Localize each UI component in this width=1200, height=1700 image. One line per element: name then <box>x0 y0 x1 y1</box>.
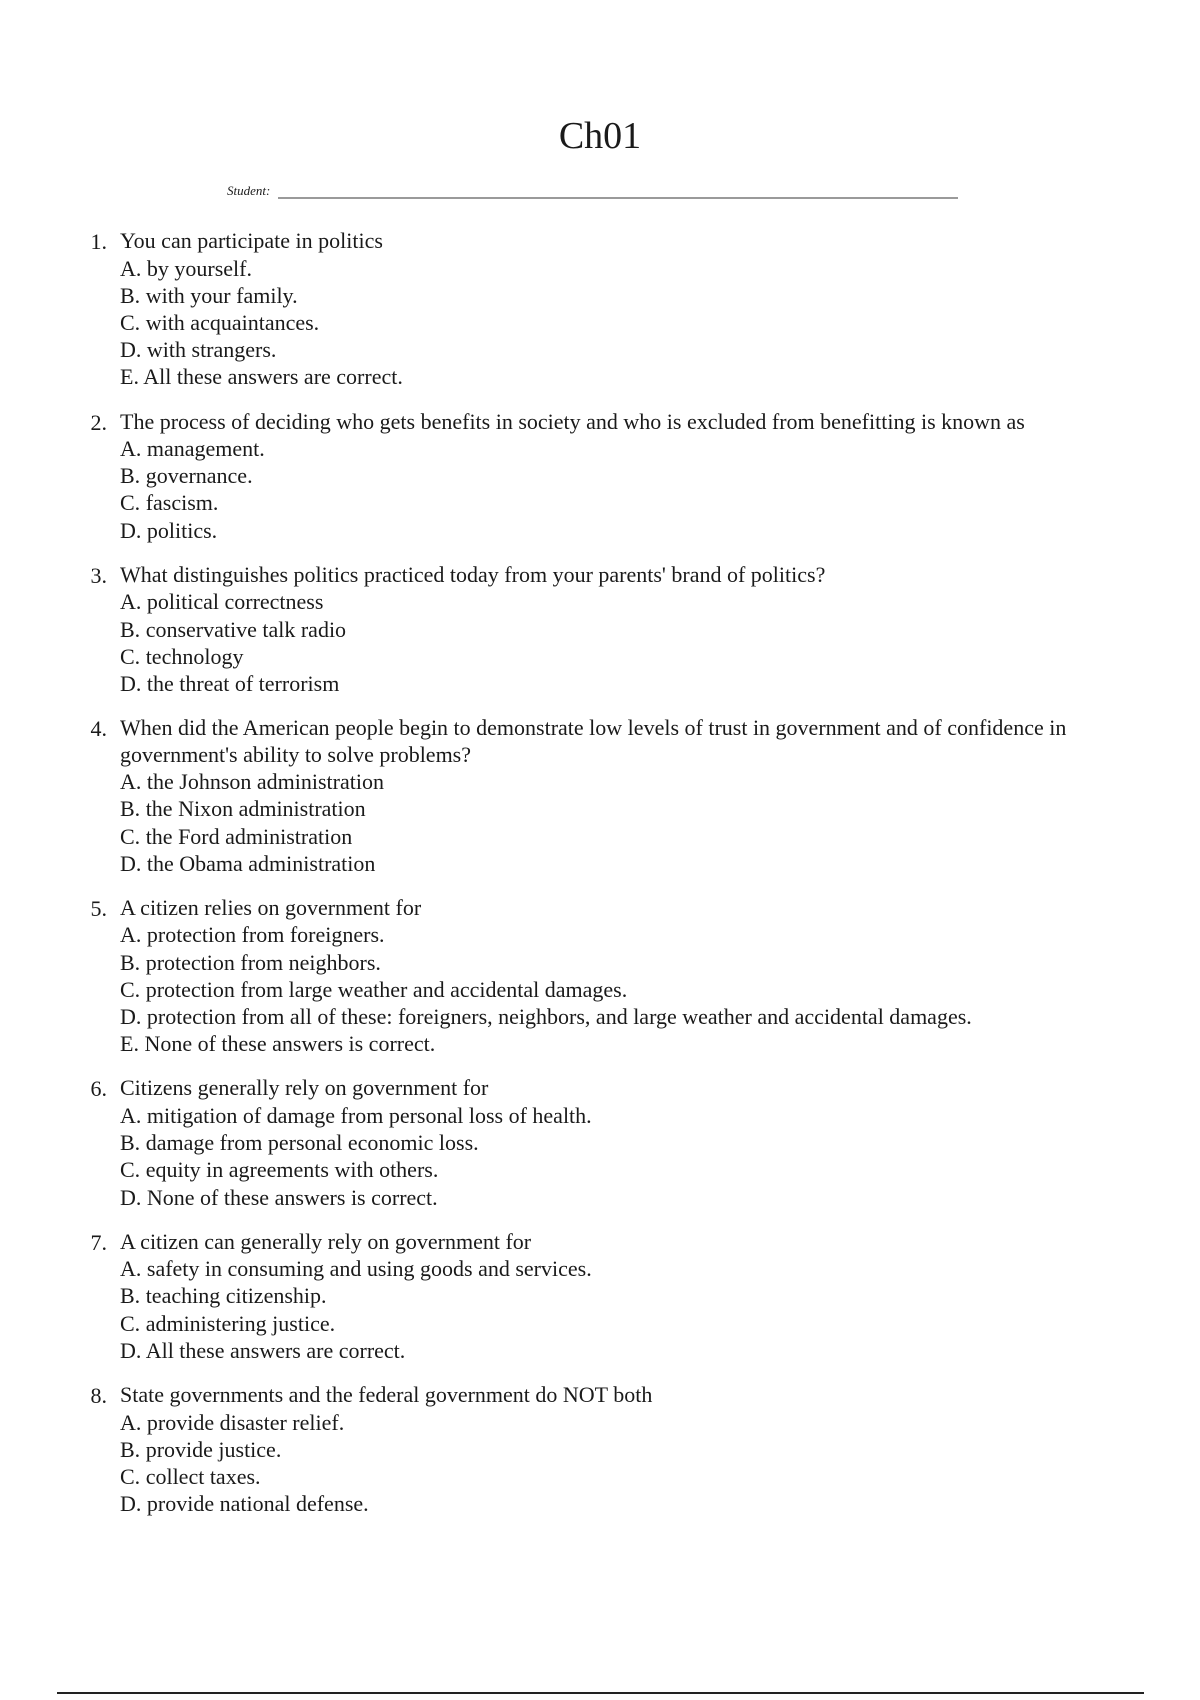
question-item <box>60 715 1150 877</box>
answer-choice[interactable] <box>120 1463 1160 1490</box>
question-number: 4. <box>90 716 107 742</box>
question-item <box>60 1382 1150 1517</box>
choice-text: politics. <box>146 517 218 543</box>
question-item <box>60 562 1150 697</box>
answer-choice[interactable] <box>120 1184 1160 1211</box>
choice-letter: C. <box>120 976 141 1002</box>
footer-rule <box>57 1692 1144 1694</box>
question-number: 3. <box>90 562 107 588</box>
answer-choices <box>120 255 1160 391</box>
choice-text: with strangers. <box>146 337 277 363</box>
student-label: Student: <box>227 183 271 198</box>
choice-letter: A. <box>120 436 142 462</box>
answer-choices <box>120 588 1160 697</box>
choice-text: mitigation of damage from personal loss of health. <box>146 1102 592 1128</box>
answer-choice[interactable] <box>120 616 1160 643</box>
choice-letter: A. <box>120 255 142 281</box>
answer-choice[interactable] <box>120 1156 1160 1183</box>
choice-text: conservative talk radio <box>145 616 347 642</box>
choice-letter: D. <box>120 517 142 543</box>
choice-text: None of these answers is correct. <box>144 1031 436 1057</box>
choice-text: fascism. <box>145 490 219 516</box>
answer-choice[interactable] <box>120 976 1160 1003</box>
question-number: 5. <box>90 895 107 921</box>
question-list <box>60 228 1150 1535</box>
answer-choices <box>120 768 1160 877</box>
choice-letter: D. <box>120 1004 142 1030</box>
choice-text: teaching citizenship. <box>145 1283 327 1309</box>
question-number: 7. <box>90 1229 107 1255</box>
answer-choice[interactable] <box>120 282 1160 309</box>
question-number: 1. <box>90 229 107 254</box>
answer-choices <box>120 1255 1160 1364</box>
question-body <box>120 1229 1160 1364</box>
choice-text: the Obama administration <box>146 850 376 876</box>
choice-letter: C. <box>120 1310 141 1336</box>
answer-choices <box>120 435 1160 544</box>
choice-letter: E. <box>120 1031 139 1057</box>
choice-letter: D. <box>120 1491 142 1517</box>
answer-choice[interactable] <box>120 309 1160 336</box>
question-spacer <box>107 409 120 544</box>
choice-letter: A. <box>120 922 142 948</box>
student-name-row <box>227 183 958 199</box>
choice-letter: A. <box>120 1102 142 1128</box>
question-stem: When did the American people begin to demonstrate low levels of trust in government and of confidence in government's ability to solve problems? <box>120 715 1067 767</box>
answer-choice[interactable] <box>120 949 1160 976</box>
answer-choices <box>120 921 1160 1057</box>
choice-letter: C. <box>120 643 141 669</box>
answer-choice[interactable] <box>120 768 1160 795</box>
choice-text: collect taxes. <box>145 1464 261 1489</box>
choice-text: the threat of terrorism <box>146 670 340 696</box>
question-stem: A citizen can generally rely on government for <box>120 1228 532 1254</box>
question-body <box>120 1382 1160 1517</box>
page-title: Ch01 <box>558 115 642 157</box>
question-spacer <box>107 715 120 877</box>
question-stem: Citizens generally rely on government for <box>120 1075 489 1101</box>
choice-letter: B. <box>120 616 141 642</box>
answer-choice[interactable] <box>120 1490 1160 1517</box>
choice-letter: B. <box>120 1283 141 1309</box>
choice-text: the Nixon administration <box>145 796 366 822</box>
choice-text: equity in agreements with others. <box>145 1157 439 1183</box>
answer-choice[interactable] <box>120 489 1160 516</box>
question-item <box>60 1229 1150 1364</box>
answer-choice[interactable] <box>120 643 1160 670</box>
question-item <box>60 895 1150 1058</box>
choice-text: damage from personal economic loss. <box>145 1130 479 1156</box>
question-body <box>120 228 1160 391</box>
question-body <box>120 409 1160 544</box>
answer-choice[interactable] <box>120 850 1160 877</box>
choice-letter: C. <box>120 309 141 335</box>
answer-choice[interactable] <box>120 1337 1160 1364</box>
question-body <box>120 1075 1160 1210</box>
choice-letter: B. <box>120 949 141 975</box>
choice-text: the Johnson administration <box>146 769 384 795</box>
answer-choice[interactable] <box>120 823 1160 850</box>
choice-letter: D. <box>120 670 142 696</box>
choice-text: governance. <box>145 463 253 489</box>
question-body <box>120 562 1160 697</box>
answer-choice[interactable] <box>120 795 1160 822</box>
choice-letter: B. <box>120 282 141 308</box>
answer-choice[interactable] <box>120 1436 1160 1463</box>
question-spacer <box>107 228 120 391</box>
choice-text: protection from neighbors. <box>145 949 381 975</box>
choice-text: protection from foreigners. <box>146 922 385 948</box>
question-spacer <box>107 1075 120 1210</box>
answer-choices <box>120 1409 1160 1518</box>
answer-choices <box>120 1102 1160 1211</box>
answer-choice[interactable] <box>120 1129 1160 1156</box>
question-spacer <box>107 1382 120 1517</box>
choice-text: None of these answers is correct. <box>146 1184 438 1210</box>
question-stem: The process of deciding who gets benefits in society and who is excluded from benefitting is known as <box>120 408 1025 434</box>
choice-text: with your family. <box>145 282 298 308</box>
question-stem: A citizen relies on government for <box>120 894 422 920</box>
answer-choice[interactable] <box>120 1409 1160 1436</box>
choice-letter: A. <box>120 769 142 795</box>
choice-letter: D. <box>120 1337 142 1363</box>
choice-letter: C. <box>120 490 141 516</box>
answer-choice[interactable] <box>120 1310 1160 1337</box>
choice-text: provide national defense. <box>146 1491 369 1517</box>
question-stem: You can participate in politics <box>120 228 383 253</box>
choice-letter: B. <box>120 1130 141 1156</box>
choice-text: provide disaster relief. <box>146 1409 345 1435</box>
choice-text: with acquaintances. <box>145 309 320 335</box>
choice-text: the Ford administration <box>145 823 353 849</box>
choice-letter: D. <box>120 337 142 363</box>
choice-text: safety in consuming and using goods and services. <box>146 1256 592 1282</box>
answer-choice[interactable] <box>120 1102 1160 1129</box>
question-number: 8. <box>90 1383 107 1409</box>
choice-letter: A. <box>120 1256 142 1282</box>
choice-letter: E. <box>120 364 139 390</box>
answer-choice[interactable] <box>120 1282 1160 1309</box>
answer-choice[interactable] <box>120 517 1160 544</box>
answer-choice[interactable] <box>120 255 1160 282</box>
choice-text: by yourself. <box>146 255 252 281</box>
question-body <box>120 715 1160 877</box>
choice-text: management. <box>146 436 265 462</box>
choice-text: protection from large weather and accidental damages. <box>145 976 628 1002</box>
question-item <box>60 409 1150 544</box>
choice-text: provide justice. <box>145 1436 282 1462</box>
choice-letter: C. <box>120 1464 141 1489</box>
choice-text: All these answers are correct. <box>145 1337 406 1363</box>
choice-text: All these answers are correct. <box>143 364 403 390</box>
question-stem: What distinguishes politics practiced today from your parents' brand of politics? <box>120 561 826 587</box>
choice-letter: B. <box>120 796 141 822</box>
choice-letter: B. <box>120 1436 141 1462</box>
choice-text: political correctness <box>146 589 324 615</box>
choice-letter: A. <box>120 589 142 615</box>
answer-choice[interactable] <box>120 670 1160 697</box>
answer-choice[interactable] <box>120 435 1160 462</box>
choice-letter: C. <box>120 823 141 849</box>
choice-letter: D. <box>120 850 142 876</box>
question-spacer <box>107 562 120 697</box>
student-name-line[interactable] <box>278 183 958 199</box>
question-number: 2. <box>90 409 107 435</box>
choice-letter: D. <box>120 1184 142 1210</box>
choice-letter: A. <box>120 1409 142 1435</box>
answer-choice[interactable] <box>120 1030 1160 1057</box>
question-number: 6. <box>90 1076 107 1102</box>
choice-text: technology <box>145 643 244 669</box>
answer-choice[interactable] <box>120 462 1160 489</box>
answer-choice[interactable] <box>120 588 1160 615</box>
question-stem: State governments and the federal government do NOT both <box>120 1382 653 1408</box>
choice-text: protection from all of these: foreigners, neighbors, and large weather and accidental damages. <box>146 1004 972 1030</box>
question-item <box>60 228 1150 391</box>
answer-choice[interactable] <box>120 336 1160 363</box>
answer-choice[interactable] <box>120 1255 1160 1282</box>
choice-text: administering justice. <box>145 1310 336 1336</box>
choice-letter: C. <box>120 1157 141 1183</box>
question-body <box>120 895 1160 1058</box>
choice-letter: B. <box>120 463 141 489</box>
answer-choice[interactable] <box>120 921 1160 948</box>
answer-choice[interactable] <box>120 363 1160 390</box>
question-item <box>60 1075 1150 1210</box>
question-spacer <box>107 1229 120 1364</box>
question-spacer <box>107 895 120 1058</box>
answer-choice[interactable] <box>120 1003 1160 1030</box>
